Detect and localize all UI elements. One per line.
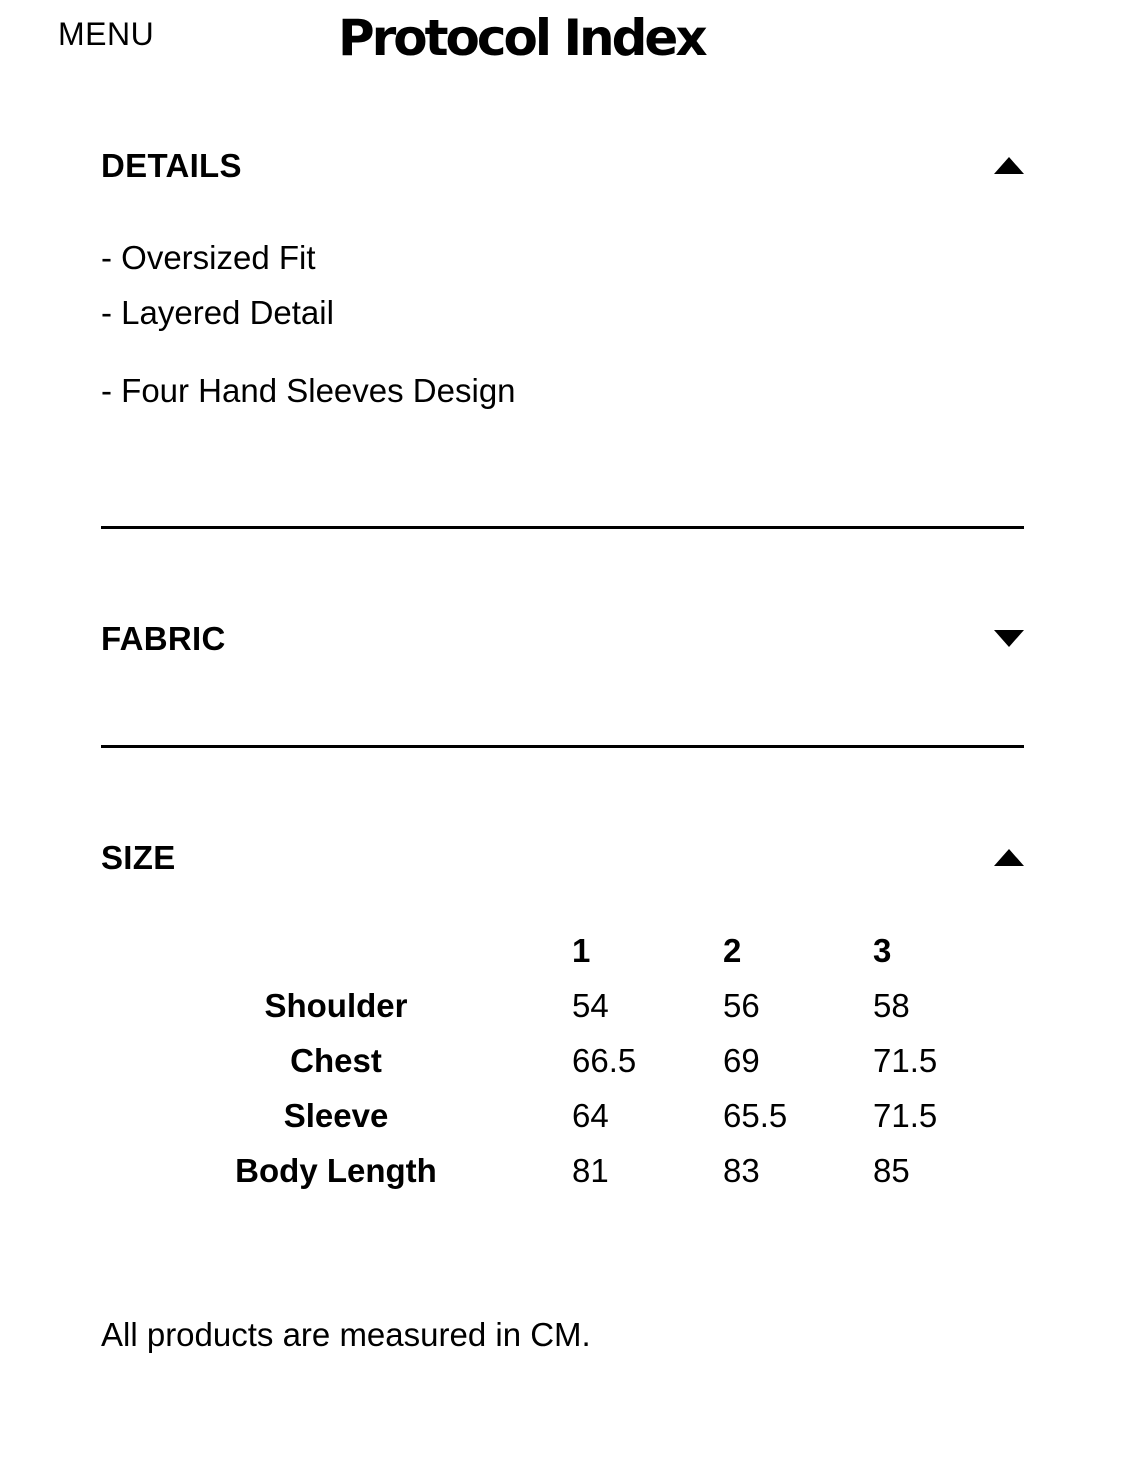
size-column-header: 3 [873, 932, 892, 969]
size-cell: 83 [723, 1152, 760, 1189]
caret-down-icon [994, 630, 1024, 647]
caret-up-icon [994, 849, 1024, 866]
menu-button[interactable]: MENU [58, 16, 155, 52]
size-cell: 66.5 [572, 1042, 637, 1079]
details-item: - Layered Detail [101, 294, 334, 331]
size-cell: 65.5 [723, 1097, 788, 1134]
size-row-label: Shoulder [264, 987, 408, 1024]
size-cell: 64 [572, 1097, 609, 1134]
table-row [0, 1036, 1125, 1086]
measurement-note: All products are measured in CM. [101, 1316, 591, 1353]
brand-logo[interactable]: Protocol Index [338, 9, 705, 67]
size-table-header [0, 926, 1125, 976]
size-section-title: SIZE [101, 839, 176, 876]
caret-up-icon [994, 157, 1024, 174]
size-column-header: 2 [723, 932, 742, 969]
size-cell: 58 [873, 987, 910, 1024]
details-section-toggle[interactable] [101, 144, 1024, 188]
size-cell: 85 [873, 1152, 910, 1189]
size-column-header: 1 [572, 932, 591, 969]
section-divider [101, 526, 1024, 529]
fabric-section-title: FABRIC [101, 620, 226, 657]
size-cell: 81 [572, 1152, 609, 1189]
size-cell: 71.5 [873, 1097, 938, 1134]
size-cell: 56 [723, 987, 760, 1024]
size-section-toggle[interactable] [101, 836, 1024, 880]
size-row-label: Body Length [235, 1152, 437, 1189]
size-cell: 71.5 [873, 1042, 938, 1079]
size-row-label: Sleeve [283, 1097, 389, 1134]
size-cell: 69 [723, 1042, 760, 1079]
details-item: - Oversized Fit [101, 239, 316, 276]
details-item: - Four Hand Sleeves Design [101, 372, 516, 409]
details-section-title: DETAILS [101, 147, 242, 184]
size-row-label: Chest [290, 1042, 382, 1079]
size-cell: 54 [572, 987, 609, 1024]
table-row [0, 1146, 1125, 1196]
section-divider [101, 745, 1024, 748]
fabric-section-toggle[interactable] [101, 617, 1024, 661]
table-row [0, 1091, 1125, 1141]
table-row [0, 981, 1125, 1031]
